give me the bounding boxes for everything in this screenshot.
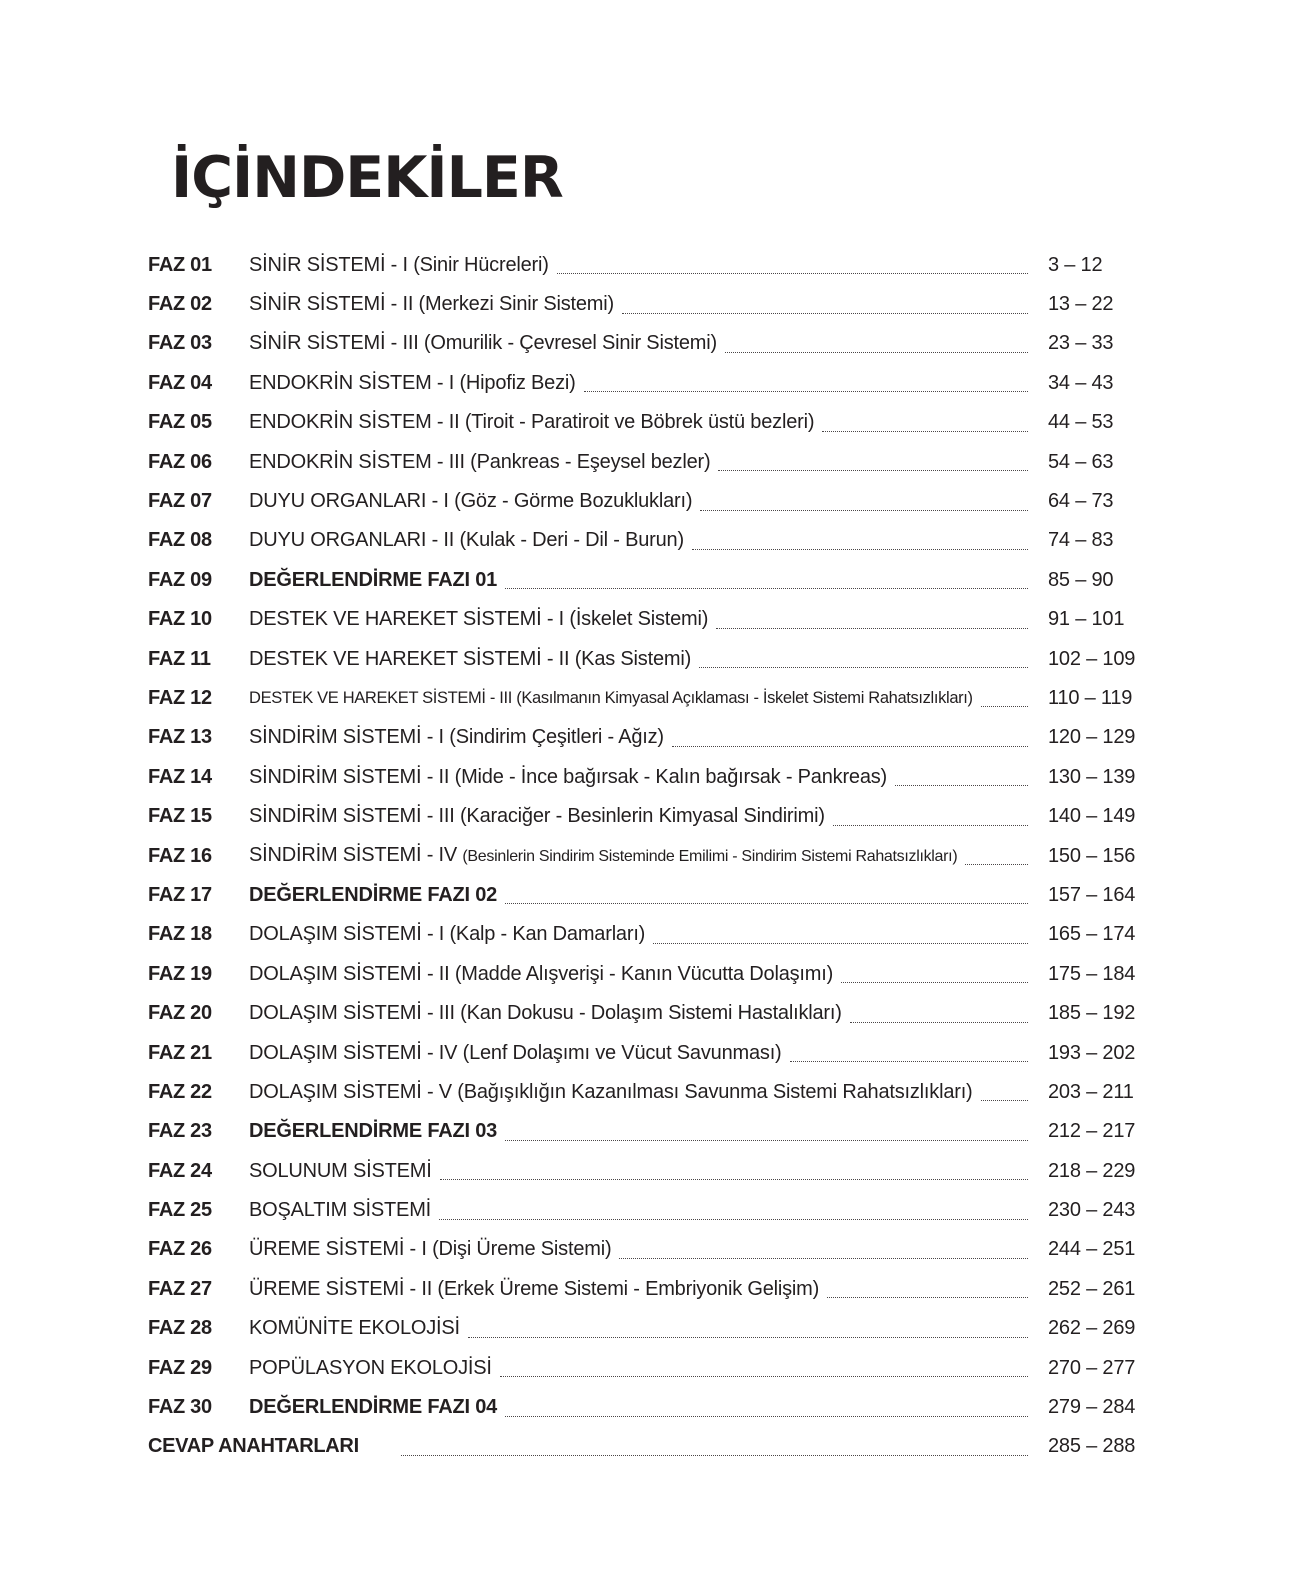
dot-leader [505,578,1028,589]
toc-entry [249,1316,1028,1340]
toc-pages: 102 – 109 [1048,647,1136,670]
toc-title: DEĞERLENDİRME FAZI 02 [249,883,498,906]
toc-title: SİNDİRİM SİSTEMİ - III (Karaciğer - Besinlerin Kimyasal Sindirimi) [249,805,825,828]
toc-entry [249,607,1028,631]
toc-entry [249,1237,1028,1261]
toc-row[interactable] [148,284,1148,323]
dot-leader [833,815,1028,826]
toc-entry [249,292,1028,316]
toc-title: SİNİR SİSTEMİ - III (Omurilik - Çevresel Sinir Sistemi) [249,332,717,355]
toc-code: FAZ 24 [148,1159,212,1182]
toc-row[interactable] [148,245,1148,284]
toc-title: ENDOKRİN SİSTEM - III (Pankreas - Eşeysel bezler) [249,450,711,473]
toc-title: KOMÜNİTE EKOLOJİSİ [249,1317,460,1340]
toc-entry [249,1001,1028,1025]
toc-entry [249,528,1028,552]
toc-title-sub: (Besinlerin Sindirim Sisteminde Emilimi - Sindirim Sistemi Rahatsızlıkları) [462,847,958,865]
dot-leader [827,1287,1028,1298]
dot-leader [699,657,1028,668]
toc-title: SİNDİRİM SİSTEMİ - I (Sindirim Çeşitleri - Ağız) [249,726,664,749]
dot-leader [468,1327,1028,1338]
toc-code: FAZ 08 [148,529,212,552]
dot-leader [557,263,1028,274]
toc-row[interactable] [148,836,1148,875]
toc-title: DEĞERLENDİRME FAZI 01 [249,568,498,591]
toc-pages: 64 – 73 [1048,490,1114,513]
toc-pages: 270 – 277 [1048,1356,1136,1379]
dot-leader [700,500,1028,511]
toc-pages: 212 – 217 [1048,1120,1136,1143]
dot-leader [725,342,1028,353]
toc-code: FAZ 21 [148,1041,212,1064]
toc-code: FAZ 16 [148,844,212,867]
toc-entry [249,1080,1028,1104]
toc-entry [249,765,1028,789]
toc-row[interactable] [148,718,1148,757]
toc-pages: 85 – 90 [1048,568,1114,591]
toc-title: DESTEK VE HAREKET SİSTEMİ - II (Kas Sistemi) [249,647,692,670]
toc-title: DOLAŞIM SİSTEMİ - V (Bağışıklığın Kazanılması Savunma Sistemi Rahatsızlıkları) [249,1080,973,1103]
toc-code: FAZ 30 [148,1396,212,1419]
dot-leader [841,972,1028,983]
toc-code: FAZ 26 [148,1238,212,1261]
toc-pages: 218 – 229 [1048,1159,1136,1182]
toc-row[interactable] [148,1033,1148,1072]
toc-title: DOLAŞIM SİSTEMİ - IV (Lenf Dolaşımı ve Vücut Savunması) [249,1041,782,1064]
toc-row[interactable] [148,442,1148,481]
toc-pages: 13 – 22 [1048,293,1114,316]
toc-entry [249,686,1028,710]
toc-code: FAZ 01 [148,253,212,276]
toc-pages: 23 – 33 [1048,332,1114,355]
toc-row[interactable] [148,481,1148,520]
toc-code: FAZ 18 [148,923,212,946]
dot-leader [981,1090,1028,1101]
toc-title: ÜREME SİSTEMİ - II (Erkek Üreme Sistemi - Embriyonik Gelişim) [249,1277,820,1300]
toc-pages: 244 – 251 [1048,1238,1136,1261]
toc-entry [249,410,1028,434]
dot-leader [619,1248,1028,1259]
toc-entry [249,1159,1028,1183]
toc-row[interactable] [148,521,1148,560]
toc-code: FAZ 17 [148,883,212,906]
toc-row[interactable] [148,954,1148,993]
toc-title: BOŞALTIM SİSTEMİ [249,1199,432,1222]
dot-leader [692,539,1028,550]
toc-title: SİNİR SİSTEMİ - I (Sinir Hücreleri) [249,253,549,276]
toc-pages: 252 – 261 [1048,1277,1136,1300]
toc-row[interactable] [148,403,1148,442]
toc-title: DUYU ORGANLARI - I (Göz - Görme Bozuklukları) [249,490,693,513]
toc-code: FAZ 29 [148,1356,212,1379]
toc-entry [249,883,1028,907]
dot-leader [895,775,1028,786]
toc-code: FAZ 23 [148,1120,212,1143]
toc-entry [249,725,1028,749]
toc-entry [249,647,1028,671]
toc-code: FAZ 07 [148,490,212,513]
toc-code: FAZ 10 [148,608,212,631]
dot-leader [718,460,1028,471]
toc-title: ÜREME SİSTEMİ - I (Dişi Üreme Sistemi) [249,1238,612,1261]
toc-pages: 262 – 269 [1048,1317,1136,1340]
toc-pages: 54 – 63 [1048,450,1114,473]
toc-row[interactable] [148,639,1148,678]
toc-entry [249,1041,1028,1065]
toc-pages: 91 – 101 [1048,608,1125,631]
toc-code: FAZ 27 [148,1277,212,1300]
toc-title: DEĞERLENDİRME FAZI 04 [249,1396,498,1419]
toc-entry [249,1277,1028,1301]
toc-entry [249,489,1028,513]
dot-leader [505,893,1028,904]
dot-leader [850,1012,1028,1023]
toc-entry [393,1437,1028,1456]
toc-title: SOLUNUM SİSTEMİ [249,1159,432,1182]
toc-code: FAZ 20 [148,1002,212,1025]
toc-code: FAZ 22 [148,1080,212,1103]
toc-title: POPÜLASYON EKOLOJİSİ [249,1356,492,1379]
toc-pages: 150 – 156 [1048,844,1136,867]
dot-leader [790,1051,1028,1062]
toc-code: FAZ 28 [148,1317,212,1340]
table-of-contents [148,245,1148,1466]
toc-code: FAZ 11 [148,647,211,670]
toc-pages: 285 – 288 [1048,1435,1136,1458]
toc-entry [249,962,1028,986]
toc-title: DESTEK VE HAREKET SİSTEMİ - III (Kasılmanın Kimyasal Açıklaması - İskelet Sistemi Rahatsızlıkları) [249,688,973,707]
toc-pages: 34 – 43 [1048,371,1114,394]
toc-title [249,843,957,869]
toc-code: FAZ 09 [148,568,212,591]
dot-leader [505,1130,1028,1141]
toc-entry [249,1198,1028,1222]
toc-title: DESTEK VE HAREKET SİSTEMİ - I (İskelet Sistemi) [249,608,709,631]
toc-row[interactable] [148,875,1148,914]
toc-row[interactable] [148,363,1148,402]
toc-title-main: SİNDİRİM SİSTEMİ - IV [249,843,458,866]
toc-entry [249,922,1028,946]
toc-entry [249,843,1028,869]
toc-entry [249,331,1028,355]
toc-entry [249,1395,1028,1419]
toc-pages: 110 – 119 [1048,686,1133,709]
toc-code: FAZ 02 [148,293,212,316]
toc-code: FAZ 04 [148,371,212,394]
toc-row[interactable] [148,1387,1148,1426]
toc-pages: 230 – 243 [1048,1199,1136,1222]
toc-row[interactable] [148,678,1148,717]
toc-row[interactable] [148,1309,1148,1348]
dot-leader [622,303,1028,314]
toc-row[interactable] [148,1269,1148,1308]
toc-pages: 185 – 192 [1048,1002,1136,1025]
toc-pages: 175 – 184 [1048,962,1136,985]
dot-leader [440,1169,1028,1180]
toc-pages: 44 – 53 [1048,411,1114,434]
toc-code: FAZ 19 [148,962,212,985]
toc-entry [249,450,1028,474]
toc-code: FAZ 05 [148,411,212,434]
toc-entry [249,371,1028,395]
toc-pages: 130 – 139 [1048,765,1136,788]
toc-row-answer-keys[interactable] [148,1427,1148,1466]
toc-pages: 120 – 129 [1048,726,1136,749]
toc-title: SİNİR SİSTEMİ - II (Merkezi Sinir Sistemi) [249,293,614,316]
toc-title: DOLAŞIM SİSTEMİ - II (Madde Alışverişi - Kanın Vücutta Dolaşımı) [249,962,834,985]
toc-row[interactable] [148,600,1148,639]
toc-row[interactable] [148,1151,1148,1190]
toc-title: ENDOKRİN SİSTEM - II (Tiroit - Paratiroit ve Böbrek üstü bezleri) [249,411,815,434]
toc-pages: 165 – 174 [1048,923,1136,946]
toc-code: FAZ 13 [148,726,212,749]
dot-leader [672,736,1028,747]
dot-leader [401,1445,1028,1456]
toc-row[interactable] [148,757,1148,796]
toc-entry [249,1356,1028,1380]
toc-entry [249,568,1028,592]
toc-row[interactable] [148,560,1148,599]
toc-code: FAZ 03 [148,332,212,355]
dot-leader [584,381,1028,392]
toc-row[interactable] [148,1072,1148,1111]
toc-pages: 3 – 12 [1048,253,1103,276]
toc-code: CEVAP ANAHTARLARI [148,1435,359,1458]
toc-pages: 279 – 284 [1048,1396,1136,1419]
dot-leader [822,421,1028,432]
toc-pages: 74 – 83 [1048,529,1114,552]
toc-pages: 157 – 164 [1048,883,1136,906]
toc-title: DEĞERLENDİRME FAZI 03 [249,1120,498,1143]
dot-leader [965,854,1028,865]
toc-title: DUYU ORGANLARI - II (Kulak - Deri - Dil - Burun) [249,529,684,552]
toc-title: DOLAŞIM SİSTEMİ - III (Kan Dokusu - Dolaşım Sistemi Hastalıkları) [249,1002,842,1025]
toc-row[interactable] [148,324,1148,363]
toc-row[interactable] [148,1348,1148,1387]
toc-code: FAZ 15 [148,805,212,828]
toc-title: ENDOKRİN SİSTEM - I (Hipofiz Bezi) [249,371,576,394]
toc-pages: 140 – 149 [1048,805,1136,828]
toc-row[interactable] [148,796,1148,835]
toc-entry [249,253,1028,277]
dot-leader [505,1406,1028,1417]
toc-code: FAZ 25 [148,1199,212,1222]
toc-title: SİNDİRİM SİSTEMİ - II (Mide - İnce bağırsak - Kalın bağırsak - Pankreas) [249,765,888,788]
toc-row[interactable] [148,1230,1148,1269]
toc-title: DOLAŞIM SİSTEMİ - I (Kalp - Kan Damarları) [249,923,646,946]
dot-leader [439,1209,1028,1220]
toc-entry [249,1119,1028,1143]
dot-leader [981,696,1028,707]
toc-code: FAZ 12 [148,686,212,709]
toc-row[interactable] [148,993,1148,1032]
page-title: İÇİNDEKİLER [171,145,563,211]
toc-entry [249,804,1028,828]
toc-pages: 203 – 211 [1048,1080,1134,1103]
dot-leader [716,618,1028,629]
toc-row[interactable] [148,1112,1148,1151]
toc-pages: 193 – 202 [1048,1041,1136,1064]
dot-leader [500,1366,1028,1377]
dot-leader [653,933,1028,944]
toc-row[interactable] [148,915,1148,954]
toc-row[interactable] [148,1190,1148,1229]
toc-code: FAZ 06 [148,450,212,473]
toc-code: FAZ 14 [148,765,212,788]
